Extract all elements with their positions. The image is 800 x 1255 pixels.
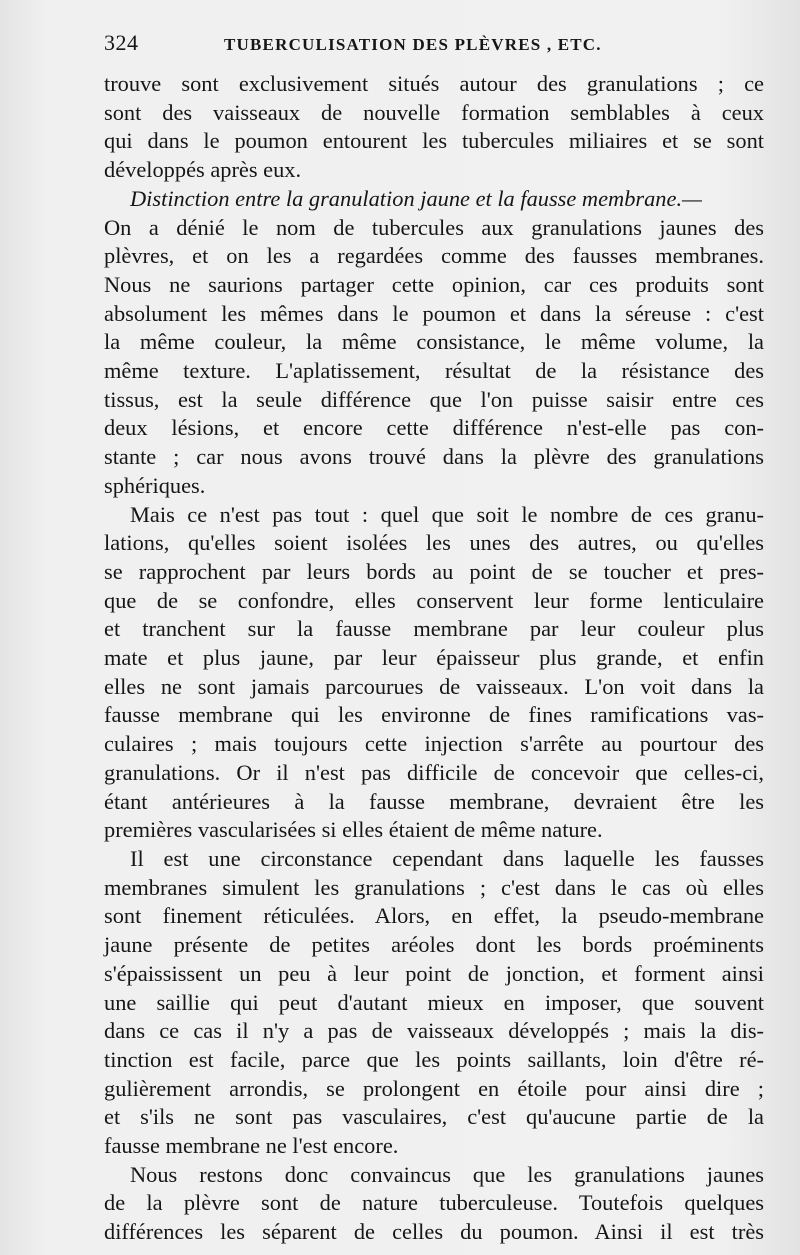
paragraph-4 [104,845,764,1161]
text-line: elles ne sont jamais parcourues de vaisseaux. L'on voit dans la [104,673,764,699]
section-heading-text: Distinction entre la granulation jaune et la fausse membrane.— [130,185,702,211]
paragraph-1 [104,70,764,185]
text-line: Nous restons donc convaincus que les granulations jaunes [130,1161,764,1187]
running-head [104,30,764,70]
text-line: se rapprochent par leurs bords au point de se toucher et pres- [104,558,764,584]
text-line: sont finement réticulées. Alors, en effet, la pseudo-membrane [104,903,764,929]
text-line: de la plèvre sont de nature tuberculeuse. Toutefois quelques [104,1190,764,1216]
text-line: Nous ne saurions partager cette opinion, car ces produits sont [104,271,764,297]
text-line: la même couleur, la même consistance, le même volume, la [104,329,764,355]
text-line: trouve sont exclusivement situés autour des granulations ; ce [104,71,764,96]
section-heading [104,185,764,214]
text-line: gulièrement arrondis, se prolongent en étoile pour ainsi dire ; [104,1075,764,1101]
text-line: différences les séparent de celles du poumon. Ainsi il est très [104,1219,764,1245]
text-line: plèvres, et on les a regardées comme des fausses membranes. [104,243,764,269]
text-line: tinction est facile, parce que les points saillants, loin d'être ré- [104,1046,764,1072]
text-line: que de se confondre, elles conservent leur forme lenticulaire [104,587,764,613]
text-line: granulations. Or il n'est pas difficile de concevoir que celles-ci, [104,759,764,785]
text-line: premières vascularisées si elles étaient de même nature. [104,817,603,843]
text-line: absolument les mêmes dans le poumon et dans la séreuse : c'est [104,300,764,326]
text-line: deux lésions, et encore cette différence n'est-elle pas con- [104,415,764,441]
text-line: sphériques. [104,472,206,498]
running-title: TUBERCULISATION DES PLÈVRES , ETC. [224,35,602,54]
text-line: sont des vaisseaux de nouvelle formation semblables à ceux [104,99,764,125]
paragraph-2 [104,214,764,501]
text-line: Il est une circonstance cependant dans laquelle les fausses [130,845,764,871]
text-line: stante ; car nous avons trouvé dans la plèvre des granulations [104,444,764,470]
paragraph-3 [104,501,764,845]
text-line: Mais ce n'est pas tout : quel que soit le nombre de ces granu- [130,501,764,527]
text-line: s'épaississent un peu à leur point de jonction, et forment ainsi [104,960,764,986]
text-line: et s'ils ne sont pas vasculaires, c'est qu'aucune partie de la [104,1104,764,1130]
text-line: culaires ; mais toujours cette injection s'arrête au pourtour des [104,731,764,757]
body-text [104,70,764,1247]
text-line: lations, qu'elles soient isolées les unes des autres, ou qu'elles [104,530,764,556]
text-line: dans ce cas il n'y a pas de vaisseaux développés ; mais la dis- [104,1018,764,1044]
text-line: tissus, est la seule différence que l'on puisse saisir entre ces [104,386,764,412]
text-line: fausse membrane ne l'est encore. [104,1133,399,1159]
text-line: mate et plus jaune, par leur épaisseur plus grande, et enfin [104,645,764,671]
text-line: On a dénié le nom de tubercules aux granulations jaunes des [104,214,764,240]
text-line: fausse membrane qui les environne de fines ramifications vas- [104,702,764,728]
text-line: même texture. L'aplatissement, résultat de la résistance des [104,358,764,384]
text-line: et tranchent sur la fausse membrane par leur couleur plus [104,616,764,642]
text-line: étant antérieures à la fausse membrane, devraient être les [104,788,764,814]
text-line: qui dans le poumon entourent les tubercules miliaires et se sont [104,128,764,154]
paragraph-5 [104,1161,764,1247]
text-line: développés après eux. [104,157,302,183]
text-line: une saillie qui peut d'autant mieux en imposer, que souvent [104,989,764,1015]
text-line: membranes simulent les granulations ; c'est dans le cas où elles [104,874,764,900]
page-number: 324 [104,30,139,55]
text-line: jaune présente de petites aréoles dont les bords proéminents [104,932,764,958]
